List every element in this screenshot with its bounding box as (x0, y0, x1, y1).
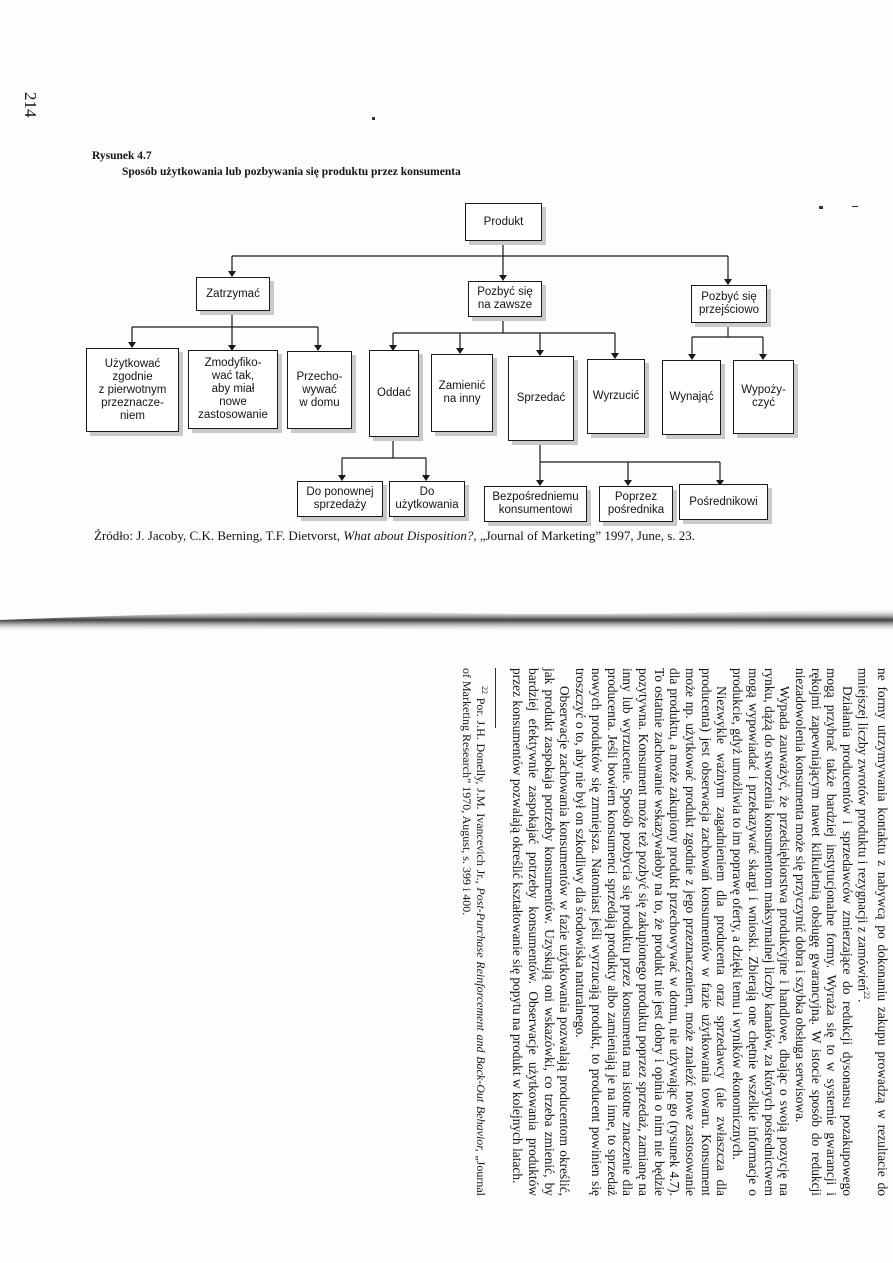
box-do-uzytkowania: Do użytkowania (389, 481, 465, 517)
figure-title: Sposób użytkowania lub pozbywania się produktu przez konsumenta (122, 166, 461, 178)
footnote-ref: 22 (862, 991, 872, 1000)
box-bezposredniemu-konsumentowi: Bezpośredniemu konsumentowi (484, 486, 587, 522)
box-pozbyc-na-zawsze: Pozbyć się na zawsze (468, 281, 542, 317)
body-text (460, 668, 890, 1196)
box-poprzez-posrednika: Poprzez pośrednika (599, 486, 673, 522)
scan-mark (852, 206, 858, 207)
box-wyrzucic: Wyrzucić (587, 359, 645, 434)
box-zamienic: Zamienić na inny (431, 354, 493, 432)
source-prefix: Źródło: J. Jacoby, C.K. Berning, T.F. Dietvorst, (94, 528, 341, 543)
paragraph-3: Wypada zauważyć, że przedsiębiorstwa produkcyjne i handlowe, dbając o swoją pozycję na rynku, dążą do stworzenia konsumentom maksymalnej liczby kanałów, za których pośrednictwem mogą wypowiadać i przekazywać skargi i wnioski. Zbierają one chętnie wszelkie informacje o produkcie, gdyż umożliwia to im poprawę oferty, a dzięki temu i wyników ekonomicznych. (730, 668, 793, 1196)
source-note (94, 528, 695, 544)
scan-mark (372, 117, 375, 120)
paragraph-4: Niezwykle ważnym zagadnieniem dla producenta oraz sprzedawcy (ale zwłaszcza dla producenta) jest obserwacja zachowań konsumentów w fazie użytkowania towaru. Konsument może np. użytkować produkt zgodnie z jego przeznaczeniem, może znaleźć nowe zastosowanie dla produktu, a może zakupiony produkt przechowywać w domu, nie używając go (rysunek 4.7). To ostatnie zachowanie wskazywałoby na to, że produkt nie jest dobry i opinia o nim nie będzie pozytywna. Konsument może też pozbyć się zakupionego produktu poprzez sprzedaż, zamianę na inny lub wyrzucenie. Sposób pozbycia się produktu przez konsumenta ma istotne znaczenie dla producenta. Jeśli bowiem konsumenci sprzedają produkty albo zamieniają je na inne, to sprzedaż nowych produktów się zmniejsza. Natomiast jeśli wyrzucają produkt, to producent powinien się troszczyć o to, aby nie był on szkodliwy dla środowiska naturalnego. (573, 668, 730, 1196)
box-posrednikowi: Pośrednikowi (679, 484, 768, 520)
box-produkt: Produkt (465, 203, 542, 241)
paragraph-5: Obserwacje zachowania konsumentów w fazie użytkowania pozwalają producentom określić, jak produkt zaspokaja potrzeby konsumentów. Uzyskują oni wskazówki, co trzeba zmienić, by bardziej efektywnie zaspokajać potrzeby konsumentów. Obserwacje użytkowania produktów przez konsumentów pozwalają określić kształtowanie się popytu na produkt w kolejnych latach. (510, 668, 573, 1196)
box-wypozyczyc: Wypoży- czyć (733, 360, 794, 434)
source-suffix: „Journal of Marketing” 1997, June, s. 23. (479, 528, 696, 543)
box-wynajac: Wynająć (662, 360, 721, 435)
box-uzytkowac: Użytkować zgodnie z pierwotnym przeznacze- niem (86, 348, 179, 432)
source-title: What about Disposition?, (343, 528, 477, 543)
diagram-connectors (0, 0, 893, 560)
box-zmodyfikowac: Zmodyfiko- wać tak, aby miał nowe zastosowanie (188, 350, 278, 429)
scan-smear (0, 600, 893, 636)
paragraph-2: Działania producentów i sprzedawców zmierzające do redukcji dysonansu pozakupowego mogą przybrać także bardziej instytucjonalne formy. Wyraża się to w systemie gwarancji i rękojmi zapewniającym nawet kilkuletnią obsługę gwarancyjną. W istocie sposób do redukcji niezadowolenia konsumenta może się przyczynić dobra i szybka obsługa serwisowa. (793, 668, 856, 1196)
box-przechowywac: Przecho- wywać w domu (287, 351, 352, 429)
footnote-divider (495, 668, 496, 728)
paragraph-1: ne formy utrzymywania kontaktu z nabywcą po dokonaniu zakupu prowadzą w rezultacie do mniejszej liczby zwrotów produktu i rezygnacji z zamówień$^{22}$. (855, 668, 890, 1196)
box-pozbyc-przejsciowo: Pozbyć się przejściowo (691, 285, 767, 323)
box-oddac: Oddać (369, 350, 419, 437)
scan-mark (819, 206, 823, 209)
box-zatrzymac: Zatrzymać (196, 277, 270, 311)
box-sprzedac: Sprzedać (508, 356, 574, 441)
page-number: 214 (21, 92, 40, 118)
figure-label: Rysunek 4.7 (92, 150, 152, 162)
footnote: $^{22}$ Por. J.H. Donelly, J.M. Ivancevich Jr., Post-Purchase Reinforcement and Back-Out Behavior, „Journal of Marketing Research” 1970, August, s. 399 i 400. (459, 668, 489, 1197)
box-do-ponownej-sprzedazy: Do ponownej sprzedaży (297, 481, 383, 517)
